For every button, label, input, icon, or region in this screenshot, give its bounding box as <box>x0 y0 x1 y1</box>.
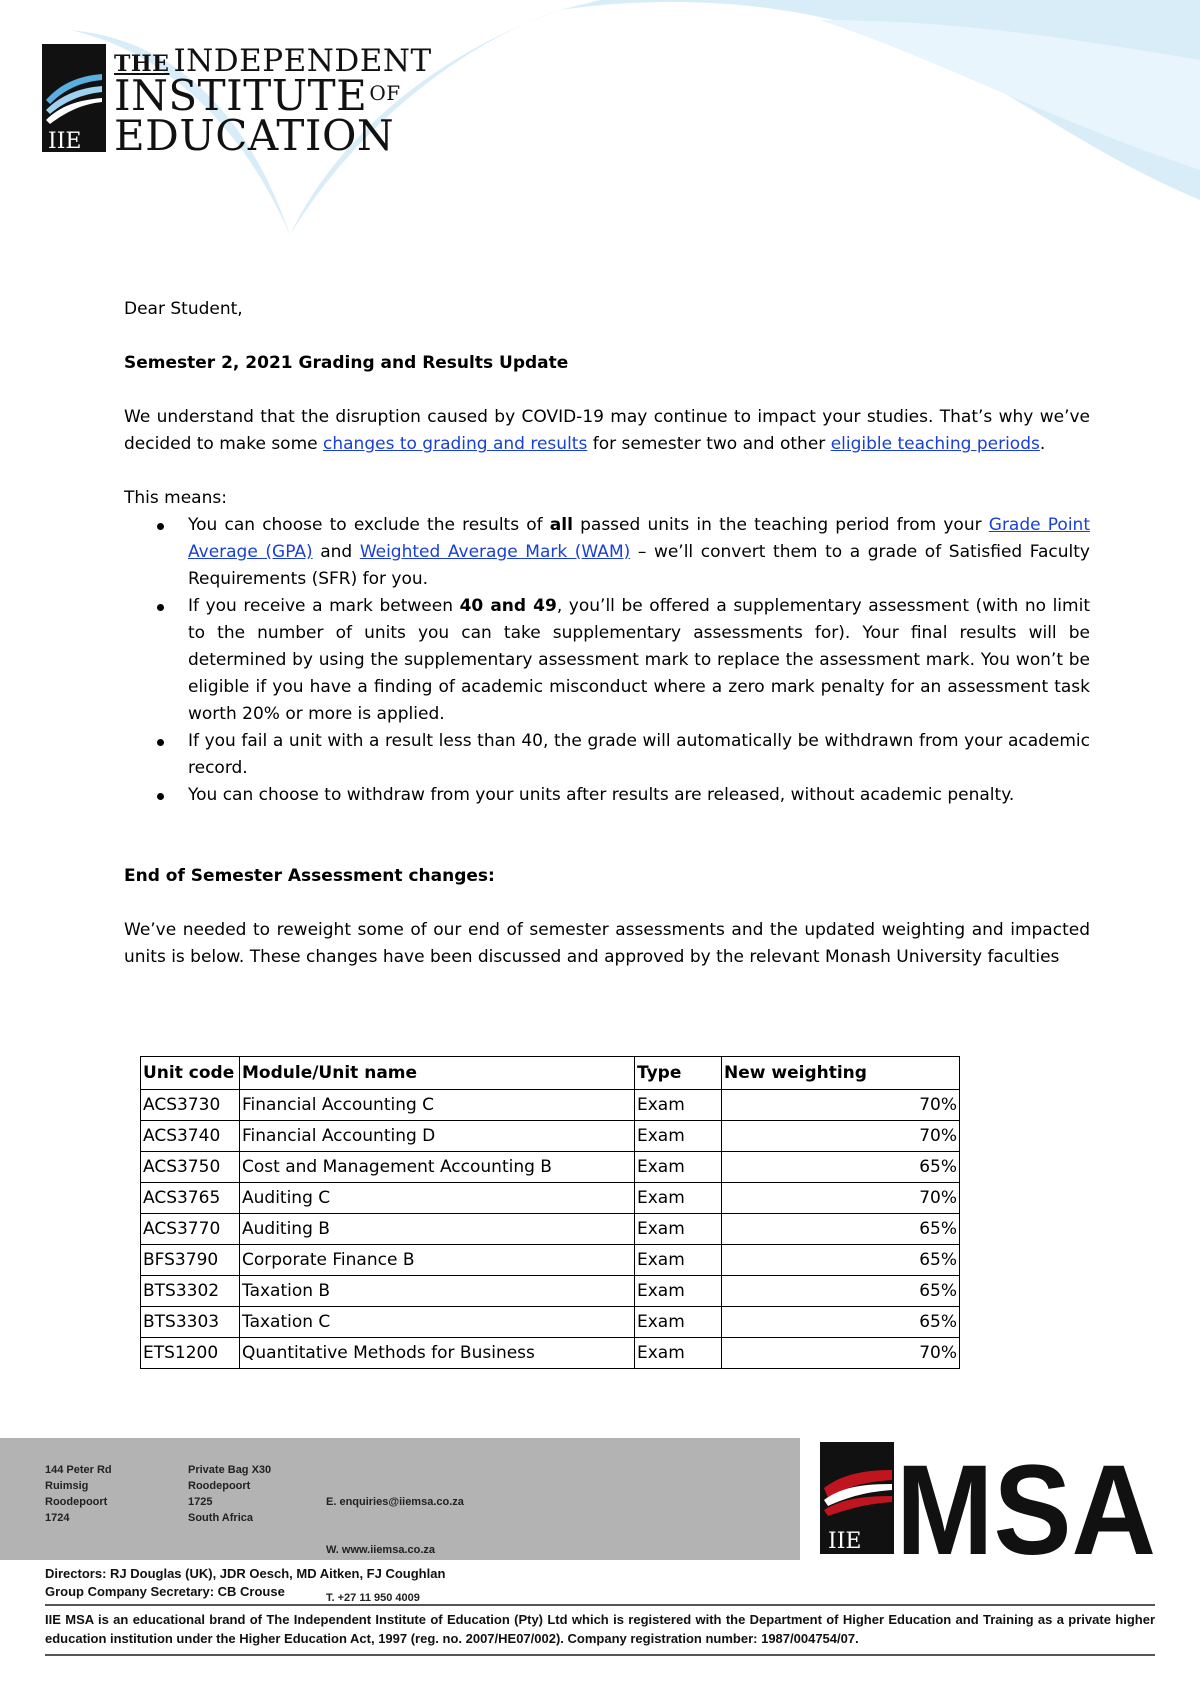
wam-link[interactable]: Weighted Average Mark (WAM) <box>359 542 631 562</box>
unit-code-cell: ACS3730 <box>141 1090 240 1121</box>
iie-mark-text: IIE <box>48 129 82 154</box>
weighting-cell: 65% <box>722 1214 960 1245</box>
table-row <box>141 1307 960 1338</box>
weighting-cell: 65% <box>722 1152 960 1183</box>
type-cell: Exam <box>635 1338 722 1369</box>
iie-logo <box>42 44 462 164</box>
unit-code-cell: ACS3740 <box>141 1121 240 1152</box>
table-row <box>141 1121 960 1152</box>
logo-line-2: INSTITUTE OF <box>114 71 401 120</box>
msa-wordmark: MSA <box>896 1440 1156 1560</box>
intro-paragraph: We understand that the disruption caused by COVID-19 may continue to impact your studies. That’s why we’ve decided to make some changes to grading and results for semester two and other eligible teaching periods. <box>124 407 1090 454</box>
footer-directors <box>45 1565 445 1601</box>
header-unit-code: Unit code <box>141 1057 240 1090</box>
msa-mark-text: IIE <box>828 1529 862 1554</box>
secretary-line: Group Company Secretary: CB Crouse <box>45 1584 285 1599</box>
unit-name-cell: Taxation B <box>240 1276 635 1307</box>
weighting-cell: 65% <box>722 1276 960 1307</box>
logo-line-1: THE INDEPENDENT <box>114 43 432 79</box>
table-row <box>141 1245 960 1276</box>
footer-divider-bottom <box>45 1654 1155 1656</box>
changes-list <box>124 512 1090 809</box>
weighting-cell: 70% <box>722 1121 960 1152</box>
unit-code-cell: ACS3765 <box>141 1183 240 1214</box>
type-cell: Exam <box>635 1307 722 1338</box>
unit-code-cell: ACS3750 <box>141 1152 240 1183</box>
unit-name-cell: Financial Accounting D <box>240 1121 635 1152</box>
unit-code-cell: BTS3303 <box>141 1307 240 1338</box>
table-row <box>141 1338 960 1369</box>
type-cell: Exam <box>635 1090 722 1121</box>
list-item: You can choose to withdraw from your units after results are released, without academic penalty. <box>124 782 1090 809</box>
section-paragraph: We’ve needed to reweight some of our end of semester assessments and the updated weighting and impacted units is below. These changes have been discussed and approved by the relevant Monash University faculties <box>124 920 1090 967</box>
list-item: If you receive a mark between 40 and 49, you’ll be offered a supplementary assessment (with no limit to the number of units you can take supplementary assessments for). Your final results will be determined by using the supplementary assessment mark to replace the assessment mark. You won’t be eligible if you have a finding of academic misconduct where a zero mark penalty for an assessment task worth 20% or more is applied. <box>124 593 1090 728</box>
unit-code-cell: ACS3770 <box>141 1214 240 1245</box>
this-means-label: This means: <box>124 488 227 508</box>
weighting-cell: 70% <box>722 1338 960 1369</box>
unit-name-cell: Auditing B <box>240 1214 635 1245</box>
header-weighting: New weighting <box>722 1057 960 1090</box>
header-type: Type <box>635 1057 722 1090</box>
table-row <box>141 1214 960 1245</box>
footer-disclaimer: IIE MSA is an educational brand of The Independent Institute of Education (Pty) Ltd which is registered with the Department of Higher Education and Training as a private higher education institution under the Higher Education Act, 1997 (reg. no. 2007/HE07/002). Company registration number: 1987/004754/07. <box>45 1612 1155 1646</box>
iie-logo-mark <box>42 44 114 154</box>
footer-website[interactable]: W. www.iiemsa.co.za <box>326 1544 436 1556</box>
table-header-row <box>141 1057 960 1090</box>
gpa-link[interactable]: Grade Point Average (GPA) <box>188 515 1090 562</box>
logo-line-3: EDUCATION <box>114 111 395 160</box>
unit-name-cell: Cost and Management Accounting B <box>240 1152 635 1183</box>
letter-body <box>124 296 1090 971</box>
table-row <box>141 1090 960 1121</box>
header-unit-name: Module/Unit name <box>240 1057 635 1090</box>
table-row <box>141 1276 960 1307</box>
table-row <box>141 1183 960 1214</box>
list-item: If you fail a unit with a result less than 40, the grade will automatically be withdrawn from your academic record. <box>124 728 1090 782</box>
footer-postal-address: Private Bag X30 Roodepoort 1725 South Africa <box>188 1464 272 1524</box>
weighting-table <box>140 1056 960 1369</box>
unit-name-cell: Quantitative Methods for Business <box>240 1338 635 1369</box>
type-cell: Exam <box>635 1214 722 1245</box>
unit-name-cell: Auditing C <box>240 1183 635 1214</box>
letter-subject: Semester 2, 2021 Grading and Results Update <box>124 353 569 373</box>
unit-name-cell: Taxation C <box>240 1307 635 1338</box>
unit-code-cell: ETS1200 <box>141 1338 240 1369</box>
weighting-cell: 70% <box>722 1090 960 1121</box>
grading-changes-link[interactable]: changes to grading and results <box>323 434 588 454</box>
list-item: You can choose to exclude the results of all passed units in the teaching period from your Grade Point Average (GPA) and Weighted Average Mark (WAM) – we’ll convert them to a grade of Satisfied Faculty Requirements (SFR) for you. <box>124 512 1090 593</box>
type-cell: Exam <box>635 1152 722 1183</box>
unit-code-cell: BTS3302 <box>141 1276 240 1307</box>
weighting-cell: 65% <box>722 1307 960 1338</box>
salutation: Dear Student, <box>124 299 243 319</box>
unit-code-cell: BFS3790 <box>141 1245 240 1276</box>
section-heading: End of Semester Assessment changes: <box>124 866 495 886</box>
type-cell: Exam <box>635 1245 722 1276</box>
unit-name-cell: Corporate Finance B <box>240 1245 635 1276</box>
type-cell: Exam <box>635 1183 722 1214</box>
type-cell: Exam <box>635 1276 722 1307</box>
footer-street-address: 144 Peter Rd Ruimsig Roodepoort 1724 <box>45 1464 112 1524</box>
eligible-periods-link[interactable]: eligible teaching periods <box>830 434 1040 454</box>
unit-name-cell: Financial Accounting C <box>240 1090 635 1121</box>
weighting-cell: 65% <box>722 1245 960 1276</box>
directors-line: Directors: RJ Douglas (UK), JDR Oesch, MD Aitken, FJ Coughlan <box>45 1566 446 1581</box>
footer-divider-top <box>45 1604 1155 1606</box>
footer-email[interactable]: E. enquiries@iiemsa.co.za <box>326 1496 464 1508</box>
type-cell: Exam <box>635 1121 722 1152</box>
msa-logo <box>820 1440 1160 1560</box>
footer-phone: T. +27 11 950 4009 <box>326 1592 420 1604</box>
table-row <box>141 1152 960 1183</box>
weighting-cell: 70% <box>722 1183 960 1214</box>
